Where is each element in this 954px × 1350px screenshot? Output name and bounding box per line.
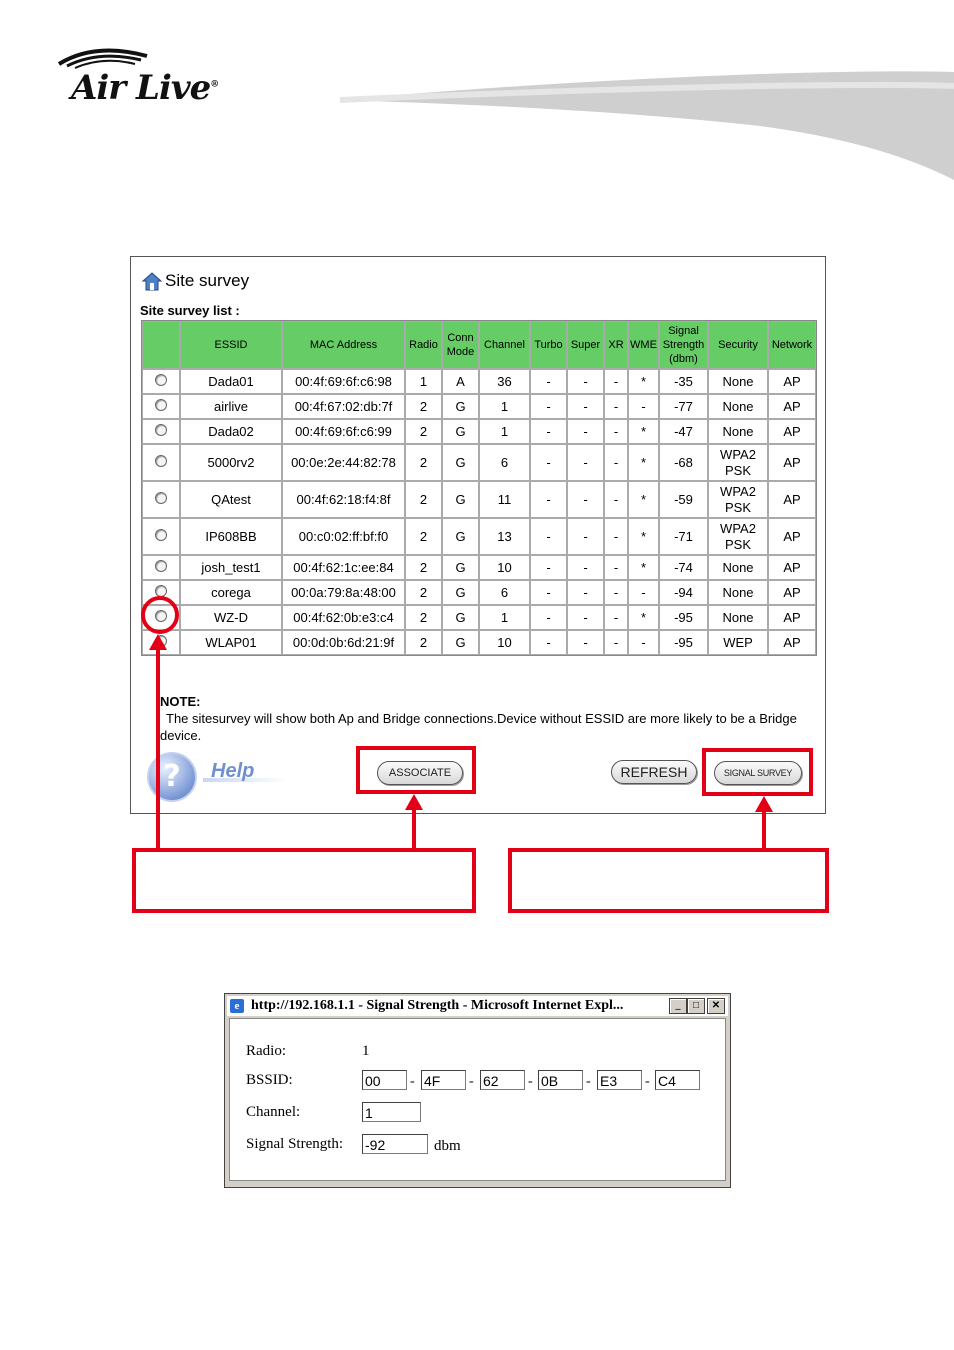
cell-turbo: - <box>530 630 567 655</box>
browser-icon: e <box>230 999 244 1013</box>
cell-xr: - <box>604 630 628 655</box>
column-header-super: Super <box>567 321 604 369</box>
cell-channel: 1 <box>479 394 530 419</box>
callout-box-right <box>508 848 829 913</box>
cell-essid: airlive <box>180 394 282 419</box>
cell-wme: - <box>628 394 659 419</box>
site-survey-list-label: Site survey list : <box>140 303 240 318</box>
bssid-octet-2[interactable]: 4F <box>421 1070 466 1090</box>
radio-value: 1 <box>362 1043 370 1059</box>
cell-super: - <box>567 580 604 605</box>
bssid-octet-5[interactable]: E3 <box>597 1070 642 1090</box>
cell-network: AP <box>768 419 816 444</box>
table-row[interactable] <box>142 394 816 419</box>
arrow-line-associate <box>412 808 416 850</box>
cell-radio: 2 <box>405 419 442 444</box>
callout-box-left <box>132 848 476 913</box>
note-heading: NOTE: <box>160 694 201 709</box>
column-header-network: Network <box>768 321 816 369</box>
row-select-radio[interactable] <box>155 399 167 411</box>
bssid-octet-1[interactable]: 00 <box>362 1070 407 1090</box>
arrow-line-radio <box>156 648 160 850</box>
cell-channel: 11 <box>479 481 530 518</box>
cell-radio: 2 <box>405 555 442 580</box>
cell-mac: 00:4f:69:6f:c6:99 <box>282 419 405 444</box>
cell-mac: 00:4f:62:1c:ee:84 <box>282 555 405 580</box>
table-row[interactable] <box>142 518 816 555</box>
cell-xr: - <box>604 419 628 444</box>
minimize-button[interactable]: _ <box>669 998 687 1014</box>
cell-essid: WZ-D <box>180 605 282 630</box>
cell-turbo: - <box>530 518 567 555</box>
table-row[interactable] <box>142 555 816 580</box>
table-row[interactable] <box>142 605 816 630</box>
cell-signal: -74 <box>659 555 708 580</box>
cell-security: WPA2 PSK <box>708 481 768 518</box>
bssid-label: BSSID: <box>246 1072 293 1088</box>
cell-super: - <box>567 605 604 630</box>
cell-security: None <box>708 605 768 630</box>
signal-unit: dbm <box>434 1138 461 1154</box>
cell-signal: -47 <box>659 419 708 444</box>
cell-mac: 00:0a:79:8a:48:00 <box>282 580 405 605</box>
bssid-separator: - <box>469 1074 474 1089</box>
cell-mode: G <box>442 555 479 580</box>
cell-xr: - <box>604 369 628 394</box>
cell-wme: - <box>628 630 659 655</box>
cell-radio: 2 <box>405 630 442 655</box>
row-select-cell <box>142 518 180 555</box>
cell-wme: * <box>628 419 659 444</box>
cell-turbo: - <box>530 555 567 580</box>
cell-turbo: - <box>530 605 567 630</box>
cell-radio: 2 <box>405 518 442 555</box>
cell-essid: QAtest <box>180 481 282 518</box>
cell-turbo: - <box>530 394 567 419</box>
cell-super: - <box>567 630 604 655</box>
cell-mode: G <box>442 518 479 555</box>
table-body <box>142 369 816 655</box>
cell-wme: - <box>628 580 659 605</box>
cell-signal: -77 <box>659 394 708 419</box>
row-select-cell <box>142 394 180 419</box>
site-survey-panel <box>130 256 826 814</box>
signal-strength-window <box>224 993 731 1188</box>
cell-xr: - <box>604 555 628 580</box>
cell-mac: 00:4f:67:02:db:7f <box>282 394 405 419</box>
cell-wme: * <box>628 555 659 580</box>
bssid-separator: - <box>645 1074 650 1089</box>
highlight-box-signal-survey <box>702 748 813 796</box>
cell-signal: -95 <box>659 630 708 655</box>
cell-radio: 2 <box>405 394 442 419</box>
cell-essid: Dada01 <box>180 369 282 394</box>
cell-network: AP <box>768 518 816 555</box>
help-link[interactable] <box>147 750 287 802</box>
cell-mac: 00:0d:0b:6d:21:9f <box>282 630 405 655</box>
row-select-radio[interactable] <box>155 492 167 504</box>
page-title: Site survey <box>141 271 249 291</box>
cell-network: AP <box>768 369 816 394</box>
row-select-cell <box>142 555 180 580</box>
column-header-channel: Channel <box>479 321 530 369</box>
cell-channel: 36 <box>479 369 530 394</box>
refresh-button[interactable]: REFRESH <box>611 760 697 784</box>
row-select-cell <box>142 444 180 481</box>
cell-essid: WLAP01 <box>180 630 282 655</box>
cell-mode: G <box>442 394 479 419</box>
cell-network: AP <box>768 580 816 605</box>
cell-channel: 1 <box>479 419 530 444</box>
associate-button[interactable]: ASSOCIATE <box>377 761 463 785</box>
row-select-radio[interactable] <box>155 374 167 386</box>
cell-security: WPA2 PSK <box>708 518 768 555</box>
cell-channel: 6 <box>479 444 530 481</box>
cell-security: None <box>708 394 768 419</box>
cell-security: None <box>708 555 768 580</box>
cell-wme: * <box>628 605 659 630</box>
column-header-mac: MAC Address <box>282 321 405 369</box>
cell-mac: 00:4f:69:6f:c6:98 <box>282 369 405 394</box>
help-question-icon: ? <box>147 752 197 802</box>
bssid-octet-3[interactable]: 62 <box>480 1070 525 1090</box>
cell-mode: G <box>442 605 479 630</box>
cell-xr: - <box>604 605 628 630</box>
cell-signal: -95 <box>659 605 708 630</box>
cell-signal: -71 <box>659 518 708 555</box>
cell-mode: G <box>442 580 479 605</box>
column-header-security: Security <box>708 321 768 369</box>
cell-wme: * <box>628 444 659 481</box>
radio-label: Radio: <box>246 1043 286 1059</box>
row-select-radio[interactable] <box>155 424 167 436</box>
cell-mac: 00:4f:62:18:f4:8f <box>282 481 405 518</box>
cell-security: None <box>708 580 768 605</box>
cell-mode: G <box>442 630 479 655</box>
cell-channel: 10 <box>479 630 530 655</box>
signal-strength-field[interactable]: -92 <box>362 1134 428 1154</box>
row-select-radio[interactable] <box>155 529 167 541</box>
bssid-octet-6[interactable]: C4 <box>655 1070 700 1090</box>
cell-super: - <box>567 555 604 580</box>
cell-xr: - <box>604 518 628 555</box>
cell-essid: IP608BB <box>180 518 282 555</box>
cell-essid: Dada02 <box>180 419 282 444</box>
table-header-row <box>142 321 816 369</box>
cell-wme: * <box>628 518 659 555</box>
cell-turbo: - <box>530 444 567 481</box>
cell-wme: * <box>628 481 659 518</box>
bssid-separator: - <box>528 1074 533 1089</box>
column-header-radio: Radio <box>405 321 442 369</box>
cell-network: AP <box>768 481 816 518</box>
cell-xr: - <box>604 481 628 518</box>
cell-essid: 5000rv2 <box>180 444 282 481</box>
column-header-conn-mode: Conn Mode <box>442 321 479 369</box>
header-wave-decoration <box>340 60 954 180</box>
cell-super: - <box>567 369 604 394</box>
brand-name: Air Live® <box>71 68 219 108</box>
row-select-radio[interactable] <box>155 455 167 467</box>
row-select-radio[interactable] <box>155 560 167 572</box>
bssid-octet-4[interactable]: 0B <box>538 1070 583 1090</box>
column-header-signal: Signal Strength (dbm) <box>659 321 708 369</box>
cell-network: AP <box>768 444 816 481</box>
arrow-line-signal-survey <box>762 810 766 850</box>
bssid-separator: - <box>586 1074 591 1089</box>
row-select-cell <box>142 419 180 444</box>
cell-mode: A <box>442 369 479 394</box>
cell-essid: corega <box>180 580 282 605</box>
column-header-xr: XR <box>604 321 628 369</box>
cell-xr: - <box>604 580 628 605</box>
cell-channel: 13 <box>479 518 530 555</box>
cell-network: AP <box>768 555 816 580</box>
signal-survey-button[interactable]: SIGNAL SURVEY <box>714 761 802 785</box>
column-header-essid: ESSID <box>180 321 282 369</box>
cell-mode: G <box>442 481 479 518</box>
cell-turbo: - <box>530 580 567 605</box>
table-row[interactable] <box>142 444 816 481</box>
cell-security: None <box>708 419 768 444</box>
cell-mac: 00:0e:2e:44:82:78 <box>282 444 405 481</box>
cell-mac: 00:c0:02:ff:bf:f0 <box>282 518 405 555</box>
cell-security: None <box>708 369 768 394</box>
cell-radio: 2 <box>405 580 442 605</box>
column-header-wme: WME <box>628 321 659 369</box>
cell-network: AP <box>768 630 816 655</box>
channel-field[interactable]: 1 <box>362 1102 421 1122</box>
column-header-turbo: Turbo <box>530 321 567 369</box>
cell-mac: 00:4f:62:0b:e3:c4 <box>282 605 405 630</box>
highlight-circle-radio <box>141 596 179 634</box>
cell-radio: 2 <box>405 605 442 630</box>
signal-strength-label: Signal Strength: <box>246 1136 344 1152</box>
close-button[interactable]: ✕ <box>707 998 725 1014</box>
cell-turbo: - <box>530 481 567 518</box>
home-icon <box>141 271 163 291</box>
maximize-button[interactable]: □ <box>687 998 705 1014</box>
cell-turbo: - <box>530 419 567 444</box>
cell-super: - <box>567 518 604 555</box>
cell-channel: 10 <box>479 555 530 580</box>
cell-signal: -35 <box>659 369 708 394</box>
cell-wme: * <box>628 369 659 394</box>
cell-signal: -94 <box>659 580 708 605</box>
cell-super: - <box>567 444 604 481</box>
cell-super: - <box>567 419 604 444</box>
cell-super: - <box>567 394 604 419</box>
help-label: Help <box>211 760 255 782</box>
column-header-select <box>142 321 180 369</box>
cell-radio: 1 <box>405 369 442 394</box>
table-row[interactable] <box>142 369 816 394</box>
cell-network: AP <box>768 605 816 630</box>
table-row[interactable] <box>142 630 816 655</box>
cell-radio: 2 <box>405 444 442 481</box>
cell-xr: - <box>604 394 628 419</box>
table-row[interactable] <box>142 580 816 605</box>
cell-signal: -68 <box>659 444 708 481</box>
row-select-cell <box>142 481 180 518</box>
cell-network: AP <box>768 394 816 419</box>
airlive-logo <box>55 40 285 110</box>
note-text <box>160 693 800 744</box>
cell-channel: 6 <box>479 580 530 605</box>
cell-mode: G <box>442 419 479 444</box>
cell-essid: josh_test1 <box>180 555 282 580</box>
bssid-separator: - <box>410 1074 415 1089</box>
cell-security: WEP <box>708 630 768 655</box>
channel-label: Channel: <box>246 1104 301 1120</box>
table-row[interactable] <box>142 419 816 444</box>
window-title-bar <box>227 996 728 1016</box>
highlight-box-associate <box>356 746 476 794</box>
cell-turbo: - <box>530 369 567 394</box>
cell-channel: 1 <box>479 605 530 630</box>
cell-super: - <box>567 481 604 518</box>
cell-xr: - <box>604 444 628 481</box>
cell-mode: G <box>442 444 479 481</box>
cell-radio: 2 <box>405 481 442 518</box>
row-select-cell <box>142 369 180 394</box>
note-body: The sitesurvey will show both Ap and Bridge connections.Device without ESSID are more likely to be a Bridge device. <box>160 711 797 743</box>
window-body <box>229 1018 726 1181</box>
table-row[interactable] <box>142 481 816 518</box>
site-survey-table <box>141 320 817 656</box>
cell-signal: -59 <box>659 481 708 518</box>
window-title: http://192.168.1.1 - Signal Strength - Microsoft Internet Expl... <box>251 998 624 1013</box>
cell-security: WPA2 PSK <box>708 444 768 481</box>
